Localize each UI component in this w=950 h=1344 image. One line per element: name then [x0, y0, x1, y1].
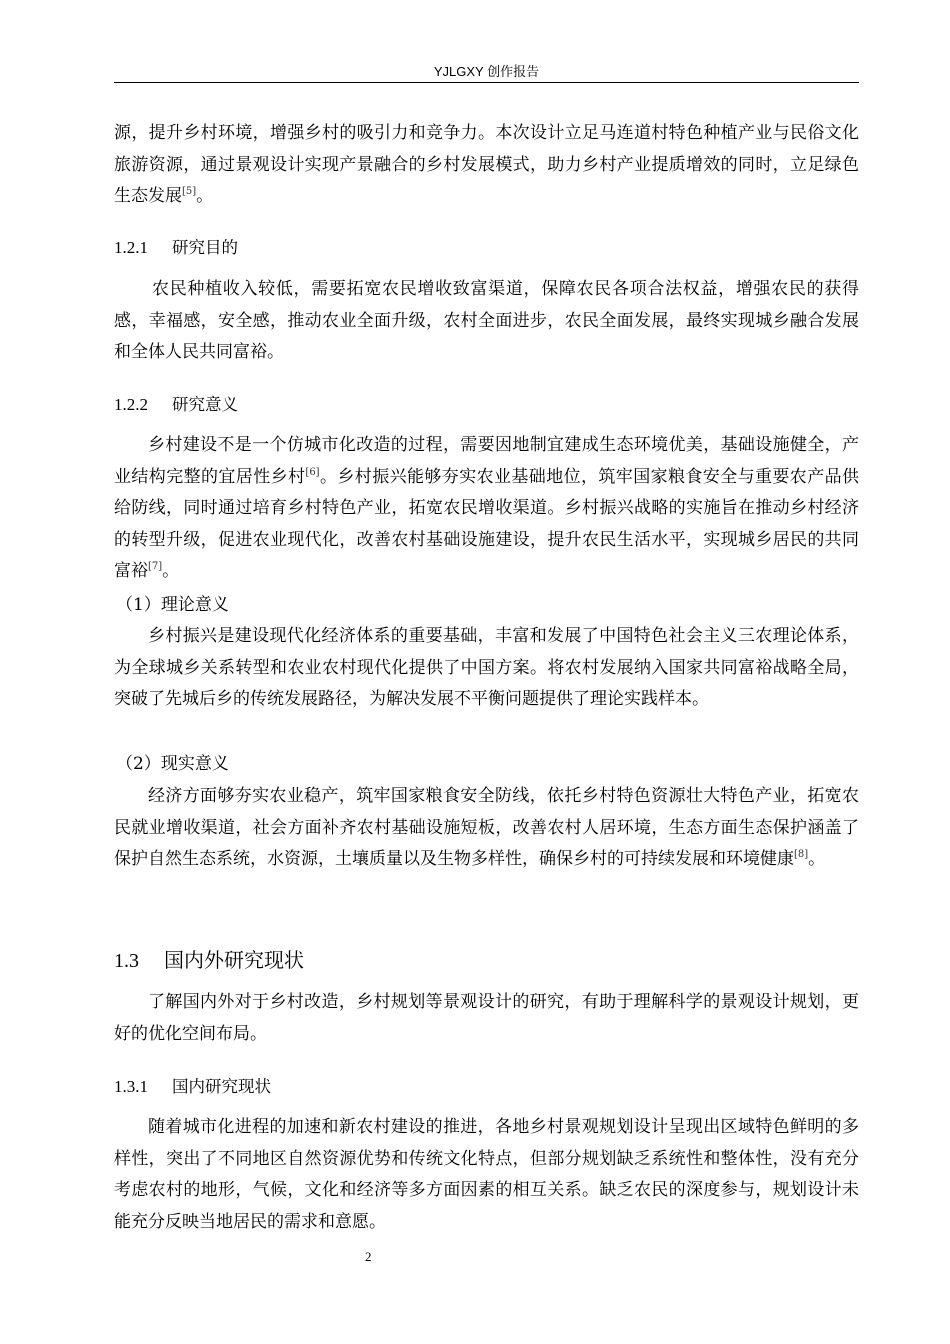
section-number: 1.2.1	[114, 238, 148, 257]
section-title: 国内外研究现状	[164, 948, 304, 972]
header-rule	[114, 82, 859, 83]
subheading-theory: （1）理论意义	[116, 595, 229, 615]
paragraph-practice-significance	[114, 781, 859, 876]
paragraph-intro-continued	[114, 118, 859, 213]
paragraph-research-purpose: 农民种植收入较低，需要拓宽农民增收致富渠道，保障农民各项合法权益，增强农民的获得感，幸福感，安全感，推动农业全面升级，农村全面进步，农民全面发展，最终实现城乡融合发展和全体人民共同富裕。	[114, 279, 859, 362]
paragraph-research-significance	[114, 430, 859, 588]
paragraph-research-status: 了解国内外对于乡村改造，乡村规划等景观设计的研究，有助于理解科学的景观设计规划，更好的优化空间布局。	[114, 992, 859, 1044]
paragraph-text: 。乡村振兴能够夯实农业基础地位，筑牢国家粮食安全与重要农产品供给防线，同时通过培育乡村特色产业，拓宽农民增收渠道。乡村振兴战略的实施旨在推动乡村经济的转型升级，促进农业现代化，改善农村基础设施建设，提升农民生活水平，实现城乡居民的共同富裕	[114, 466, 860, 581]
section-title: 研究目的	[172, 238, 238, 257]
citation-ref[interactable]: [7]	[148, 561, 163, 572]
citation-ref[interactable]: [6]	[305, 466, 320, 478]
citation-ref[interactable]: [5]	[182, 186, 197, 197]
paragraph-end: 。	[808, 849, 826, 869]
paragraph-domestic-status: 随着城市化进程的加速和新农村建设的推进，各地乡村景观规划设计呈现出区域特色鲜明的多样性，突出了不同地区自然资源优势和传统文化特点，但部分规划缺乏系统性和整体性，没有充分考虑农村的地形，气候，文化和经济等多方面因素的相互关系。缺乏农民的深度参与，规划设计未能充分反映当地居民的需求和意愿。	[114, 1117, 859, 1232]
section-heading-1-3	[114, 946, 304, 975]
section-heading-1-3-1	[114, 1075, 271, 1099]
section-title: 国内研究现状	[172, 1077, 271, 1096]
section-heading-1-2-2	[114, 393, 238, 417]
section-title: 研究意义	[172, 395, 238, 414]
section-heading-1-2-1	[114, 236, 238, 260]
subheading-practice: （2）现实意义	[116, 754, 229, 774]
paragraph-text: 乡村建设不是一个仿城市化改造的过程，需要因地制宜建成生态环境优美，基础设施健全，产业结构完整的宜居性乡村	[114, 435, 859, 487]
section-number: 1.2.2	[114, 395, 148, 414]
paragraph-text: 源，提升乡村环境，增强乡村的吸引力和竞争力。本次设计立足马连道村特色种植产业与民俗文化旅游资源，通过景观设计实现产景融合的乡村发展模式，助力乡村产业提质增效的同时，立足绿色生态发展	[114, 123, 859, 206]
paragraph-end: 。	[162, 561, 180, 581]
section-number: 1.3	[114, 950, 139, 972]
page-header: YJLGXY 创作报告	[433, 64, 540, 79]
paragraph-theory-significance: 乡村振兴是建设现代化经济体系的重要基础，丰富和发展了中国特色社会主义三农理论体系，为全球城乡关系转型和农业农村现代化提供了中国方案。将农村发展纳入国家共同富裕战略全局，突破了先城后乡的传统发展路径，为解决发展不平衡问题提供了理论实践样本。	[114, 626, 859, 709]
section-number: 1.3.1	[114, 1077, 148, 1096]
paragraph-end: 。	[196, 186, 214, 206]
citation-ref[interactable]: [8]	[794, 849, 809, 860]
page-number: 2	[365, 1249, 372, 1264]
paragraph-text: 经济方面够夯实农业稳产，筑牢国家粮食安全防线，依托乡村特色资源壮大特色产业，拓宽农民就业增收渠道，社会方面补齐农村基础设施短板，改善农村人居环境，生态方面生态保护涵盖了保护自然生态系统，水资源，土壤质量以及生物多样性，确保乡村的可持续发展和环境健康	[114, 786, 859, 869]
